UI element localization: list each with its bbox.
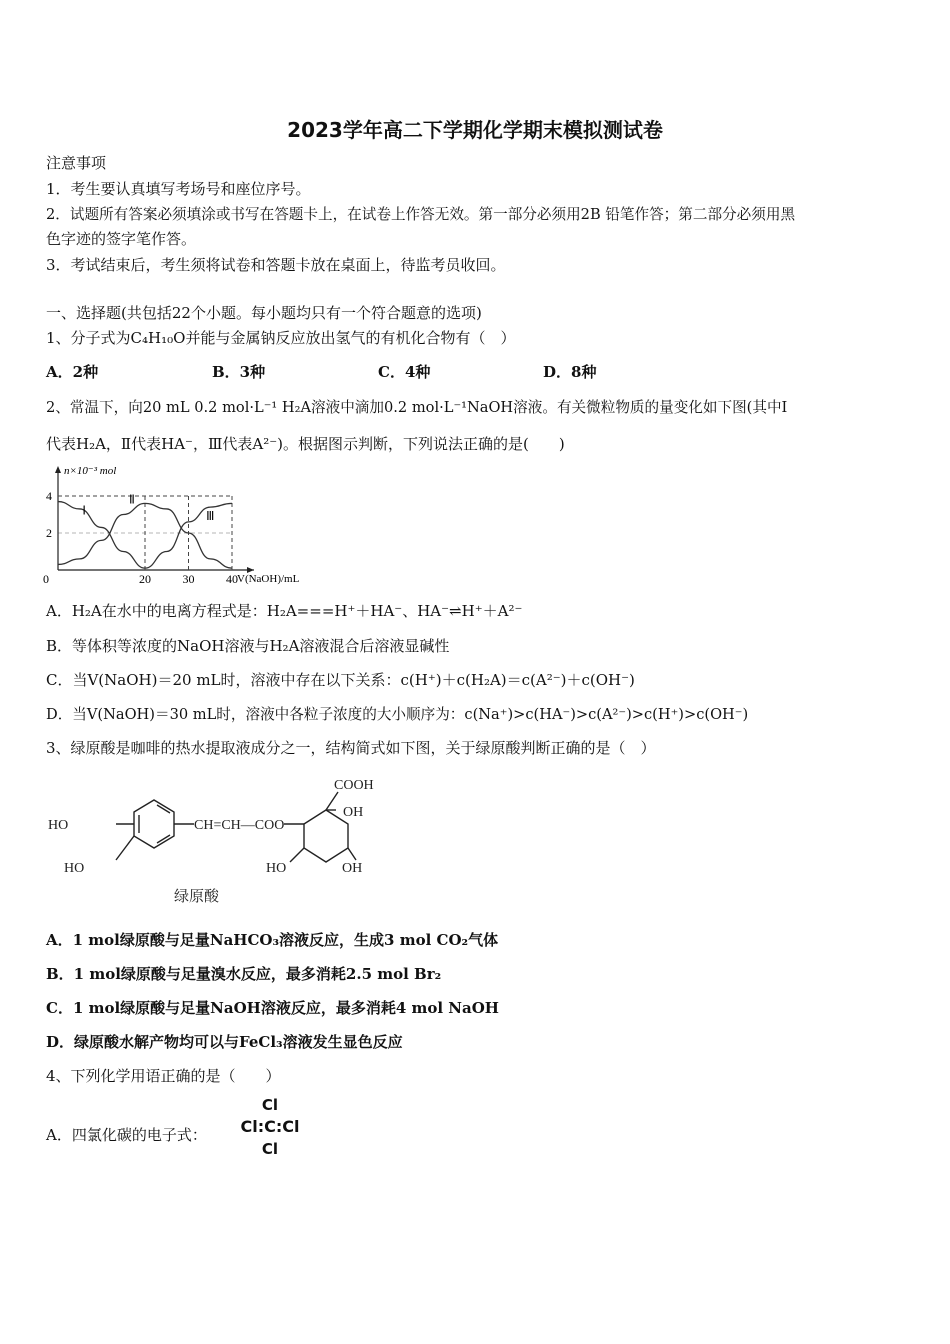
benzene-ring xyxy=(134,800,174,848)
q3-option-d: D．绿原酸水解产物均可以与FeCl₃溶液发生显色反应 xyxy=(46,1033,403,1051)
q2-option-a: A．H₂A在水中的电离方程式是：H₂A===H⁺＋HA⁻、HA⁻⇌H⁺＋A²⁻ xyxy=(46,602,523,620)
chain-label: CH=CH—COO xyxy=(194,818,285,833)
notice-item-2-cont: 色字迹的签字笔作答。 xyxy=(46,230,197,248)
ccl4-top-cl: Cl xyxy=(261,1096,279,1114)
oh-right-label: OH xyxy=(343,805,364,820)
q3-option-a: A．1 mol绿原酸与足量NaHCO₃溶液反应，生成3 mol CO₂气体 xyxy=(46,931,499,949)
section-heading: 一、选择题(共包括22个小题。每小题均只有一个符合题意的选项) xyxy=(46,304,482,322)
chart-y-tick-label: 4 xyxy=(46,489,52,503)
ho-top-label: HO xyxy=(48,818,69,833)
chart-y-arrow xyxy=(55,466,61,473)
q2-stem-1: 2、常温下，向20 mL 0.2 mol·L⁻¹ H₂A溶液中滴加0.2 mol·L⁻¹NaOH溶液。有关微粒物质的量变化如下图(其中Ⅰ xyxy=(46,399,788,416)
q2-stem-2: 代表H₂A，Ⅱ代表HA⁻，Ⅲ代表A²⁻)。根据图示判断，下列说法正确的是( ) xyxy=(46,435,565,453)
chart-x-tick-label: 0 xyxy=(43,572,49,586)
q4-stem: 4、下列化学用语正确的是（ ） xyxy=(46,1067,281,1085)
ccl4-row: Cl:C:Cl xyxy=(240,1117,300,1136)
chart-ylabel: n×10⁻³ mol xyxy=(64,465,117,477)
oh-ring-label: OH xyxy=(342,861,363,876)
q2-option-d: D．当V(NaOH)＝30 mL时，溶液中各粒子浓度的大小顺序为：c(Na⁺)>c(HA⁻)>c(A²⁻)>c(H⁺)>c(OH⁻) xyxy=(46,706,749,723)
ho-ring-label: HO xyxy=(266,861,287,876)
ccl4-bottom-cl: Cl xyxy=(261,1140,279,1158)
q4-option-a: A．四氯化碳的电子式： xyxy=(46,1126,207,1144)
chart-x-tick-label: 30 xyxy=(182,572,195,586)
ccl4-electron-formula xyxy=(222,1094,322,1158)
notice-item-2: 2．试题所有答案必须填涂或书写在答题卡上，在试卷上作答无效。第一部分必须用2B 铅笔作答；第二部分必须用黑 xyxy=(46,206,796,223)
q2-option-b: B．等体积等浓度的NaOH溶液与H₂A溶液混合后溶液显碱性 xyxy=(46,637,450,655)
chlorogenic-acid-structure xyxy=(44,772,404,912)
chart-series-label-1: Ⅰ xyxy=(82,503,86,518)
chart-xlabel: V(NaOH)/mL xyxy=(237,573,300,585)
page-title: 2023学年高二下学期化学期末模拟测试卷 xyxy=(287,118,663,142)
q1-option-c: C．4种 xyxy=(378,363,431,381)
ho-bond-bottom xyxy=(116,836,134,860)
q1-option-b: B．3种 xyxy=(212,363,266,381)
notice-item-1: 1．考生要认真填写考场号和座位序号。 xyxy=(46,180,311,198)
ho-bottom-label: HO xyxy=(64,861,85,876)
notice-heading: 注意事项 xyxy=(46,154,107,172)
cyclohexane-ring xyxy=(304,810,348,862)
q1-option-a: A．2种 xyxy=(46,363,99,381)
chart-plot-area xyxy=(43,466,254,586)
q3-option-b: B．1 mol绿原酸与足量溴水反应，最多消耗2.5 mol Br₂ xyxy=(46,965,442,983)
q2-option-c: C．当V(NaOH)＝20 mL时，溶液中存在以下关系：c(H⁺)＋c(H₂A)＝c(A²⁻)＋c(OH⁻) xyxy=(46,671,635,689)
chart-x-tick-label: 20 xyxy=(139,572,151,586)
chart-x-tick-label: 40 xyxy=(226,572,238,586)
chart-y-tick-label: 2 xyxy=(46,526,52,540)
chart-series-label-2: Ⅱ xyxy=(128,492,135,507)
q1-stem: 1、分子式为C₄H₁₀O并能与金属钠反应放出氢气的有机化合物有（ ） xyxy=(46,329,516,347)
q3-option-c: C．1 mol绿原酸与足量NaOH溶液反应，最多消耗4 mol NaOH xyxy=(46,999,499,1017)
q1-option-d: D．8种 xyxy=(543,363,597,381)
chart-series-label-3: Ⅲ xyxy=(206,509,215,524)
species-chart xyxy=(44,460,344,590)
structure-caption: 绿原酸 xyxy=(174,889,220,905)
notice-item-3: 3．考试结束后，考生须将试卷和答题卡放在桌面上，待监考员收回。 xyxy=(46,256,506,274)
q3-stem: 3、绿原酸是咖啡的热水提取液成分之一，结构简式如下图，关于绿原酸判断正确的是（ ） xyxy=(46,739,656,757)
cooh-label: COOH xyxy=(334,778,374,793)
